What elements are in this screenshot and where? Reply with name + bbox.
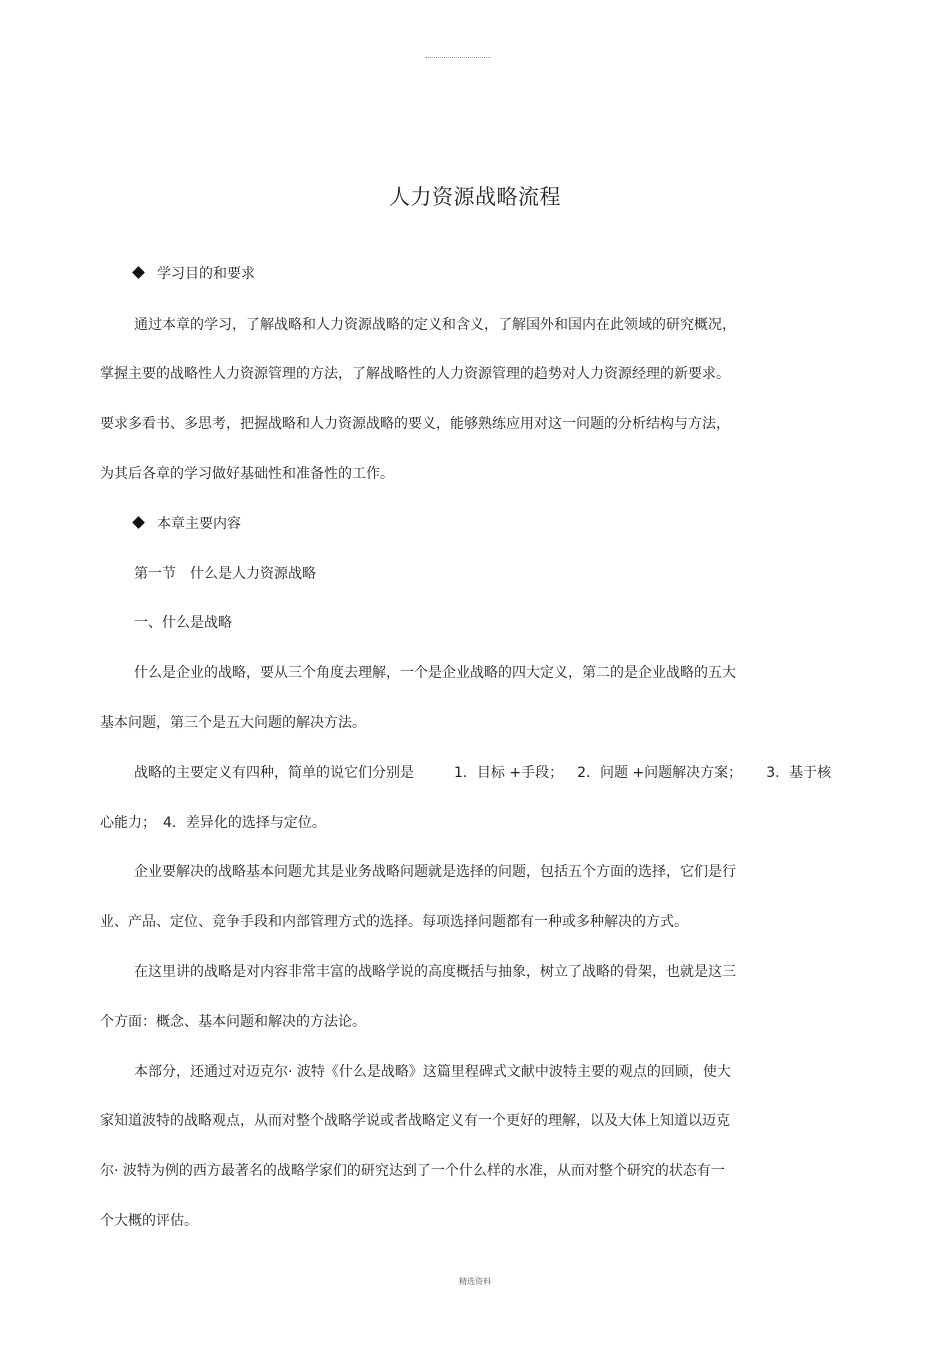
- paragraph-line: 企业要解决的战略基本问题尤其是业务战略问题就是选择的问题，包括五个方面的选择，它们是行: [134, 864, 736, 880]
- paragraph-line: 业、产品、定位、竞争手段和内部管理方式的选择。每项选择问题都有一种或多种解决的方式。: [100, 914, 688, 930]
- paragraph-line: 个方面：概念、基本问题和解决的方法论。: [100, 1014, 366, 1030]
- paragraph-line: 尔· 波特为例的西方最著名的战略学家们的研究达到了一个什么样的水准，从而对整个研究的状态有一: [100, 1163, 725, 1179]
- section-heading-content: [134, 515, 241, 533]
- diamond-bullet-icon: [132, 516, 145, 529]
- definition-2: 2．问题 +问题解决方案；: [577, 765, 743, 781]
- paragraph-line: 本部分，还通过对迈克尔· 波特《什么是战略》这篇里程碑式文献中波特主要的观点的回顾，使大: [134, 1064, 731, 1080]
- paragraph-line: 基本问题，第三个是五大问题的解决方法。: [100, 715, 366, 731]
- chapter-label: 第一节: [134, 566, 176, 582]
- paragraph-line: 什么是企业的战略，要从三个角度去理解，一个是企业战略的四大定义，第二的是企业战略的五大: [134, 665, 736, 681]
- definition-3: 3．基于核: [766, 765, 832, 781]
- page-footer: 精选资料: [459, 1277, 491, 1286]
- subsection-heading: 一、什么是战略: [134, 615, 232, 631]
- definition-1: 1．目标 +手段；: [454, 765, 564, 781]
- paragraph-line: 为其后各章的学习做好基础性和准备性的工作。: [100, 466, 394, 482]
- paragraph-line: 掌握主要的战略性人力资源管理的方法，了解战略性的人力资源管理的趋势对人力资源经理的新要求。: [100, 366, 730, 382]
- paragraph-line: 心能力； 4．差异化的选择与定位。: [100, 815, 326, 831]
- paragraph-line: [134, 764, 854, 782]
- paragraph-line: 在这里讲的战略是对内容非常丰富的战略学说的高度概括与抽象，树立了战略的骨架，也就是这三: [134, 964, 736, 980]
- paragraph-line: 个大概的评估。: [100, 1213, 198, 1229]
- section-heading-text: 学习目的和要求: [157, 266, 255, 282]
- chapter-heading: [134, 565, 316, 583]
- definitions-intro: 战略的主要定义有四种，简单的说它们分别是: [134, 765, 414, 781]
- paragraph-line: 通过本章的学习，了解战略和人力资源战略的定义和含义，了解国外和国内在此领域的研究概况，: [134, 317, 736, 333]
- document-title: 人力资源战略流程: [389, 185, 561, 209]
- header-rule: [425, 57, 491, 58]
- chapter-title: 什么是人力资源战略: [190, 566, 316, 582]
- diamond-bullet-icon: [132, 266, 145, 279]
- section-heading-text: 本章主要内容: [157, 516, 241, 532]
- paragraph-line: 要求多看书、多思考，把握战略和人力资源战略的要义，能够熟练应用对这一问题的分析结构与方法，: [100, 416, 730, 432]
- section-heading-objectives: [134, 265, 255, 283]
- paragraph-line: 家知道波特的战略观点，从而对整个战略学说或者战略定义有一个更好的理解，以及大体上知道以迈克: [100, 1113, 730, 1129]
